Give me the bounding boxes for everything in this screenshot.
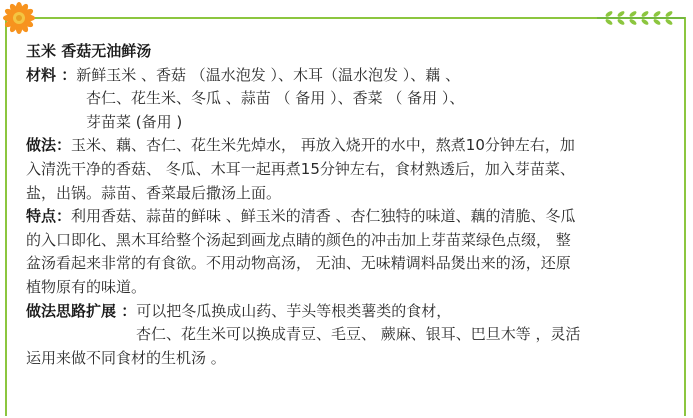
extension-line-2: 杏仁、花生米可以换成青豆、毛豆、 蕨麻、银耳、巴旦木等 ，灵活 — [136, 325, 581, 344]
features-line-3: 盆汤看起来非常的有食欲。不用动物高汤， 无油、无味精调料品煲出来的汤，还原 — [26, 254, 571, 273]
method-text-1: 玉米、藕、杏仁、花生米先焯水， 再放入烧开的水中，熬煮10分钟左右，加 — [71, 136, 575, 155]
flower-icon — [3, 2, 35, 34]
materials-text-1: 新鲜玉米 、香菇 （温水泡发 ）、木耳（温水泡发 ）、藕 、 — [76, 65, 461, 84]
extension-label: 做法思路扩展 ： — [26, 301, 137, 320]
method-line-1 — [26, 134, 676, 158]
materials-label: 材料 ： — [26, 65, 77, 84]
extension-line-3: 运用来做不同食材的生机汤 。 — [26, 348, 226, 367]
method-line-3: 盐，出锅。蒜苗、香菜最后撒汤上面。 — [26, 183, 282, 202]
extension-line-1 — [26, 300, 676, 324]
features-line-4: 植物原有的味道。 — [26, 277, 147, 296]
extension-text-1: 可以把冬瓜换成山药、芋头等根类薯类的食材， — [136, 301, 452, 320]
materials-line-1 — [26, 64, 676, 88]
features-line-2: 的入口即化、黑木耳给整个汤起到画龙点睛的颜色的冲击加上芽苗菜绿色点缀， 整 — [26, 230, 571, 249]
features-line-1 — [26, 205, 676, 229]
recipe-title: 玉米 香菇无油鲜汤 — [26, 42, 152, 60]
method-line-2: 入清洗干净的香菇、 冬瓜、木耳一起再煮15分钟左右，食材熟透后，加入芽苗菜、 — [26, 159, 575, 178]
features-label: 特点： — [26, 207, 72, 226]
method-label: 做法： — [26, 136, 72, 155]
recipe-content — [26, 40, 676, 370]
leaf-sprig-icon — [595, 8, 687, 28]
materials-line-3: 芽苗菜 (备用 ) — [86, 112, 183, 131]
features-text-1: 利用香菇、蒜苗的鲜味 、鲜玉米的清香 、杏仁独特的味道、藕的清脆、冬瓜 — [71, 207, 576, 226]
materials-line-2: 杏仁、花生米、冬瓜 、蒜苗 （ 备用 ）、香菜 （ 备用 ）、 — [86, 89, 465, 108]
